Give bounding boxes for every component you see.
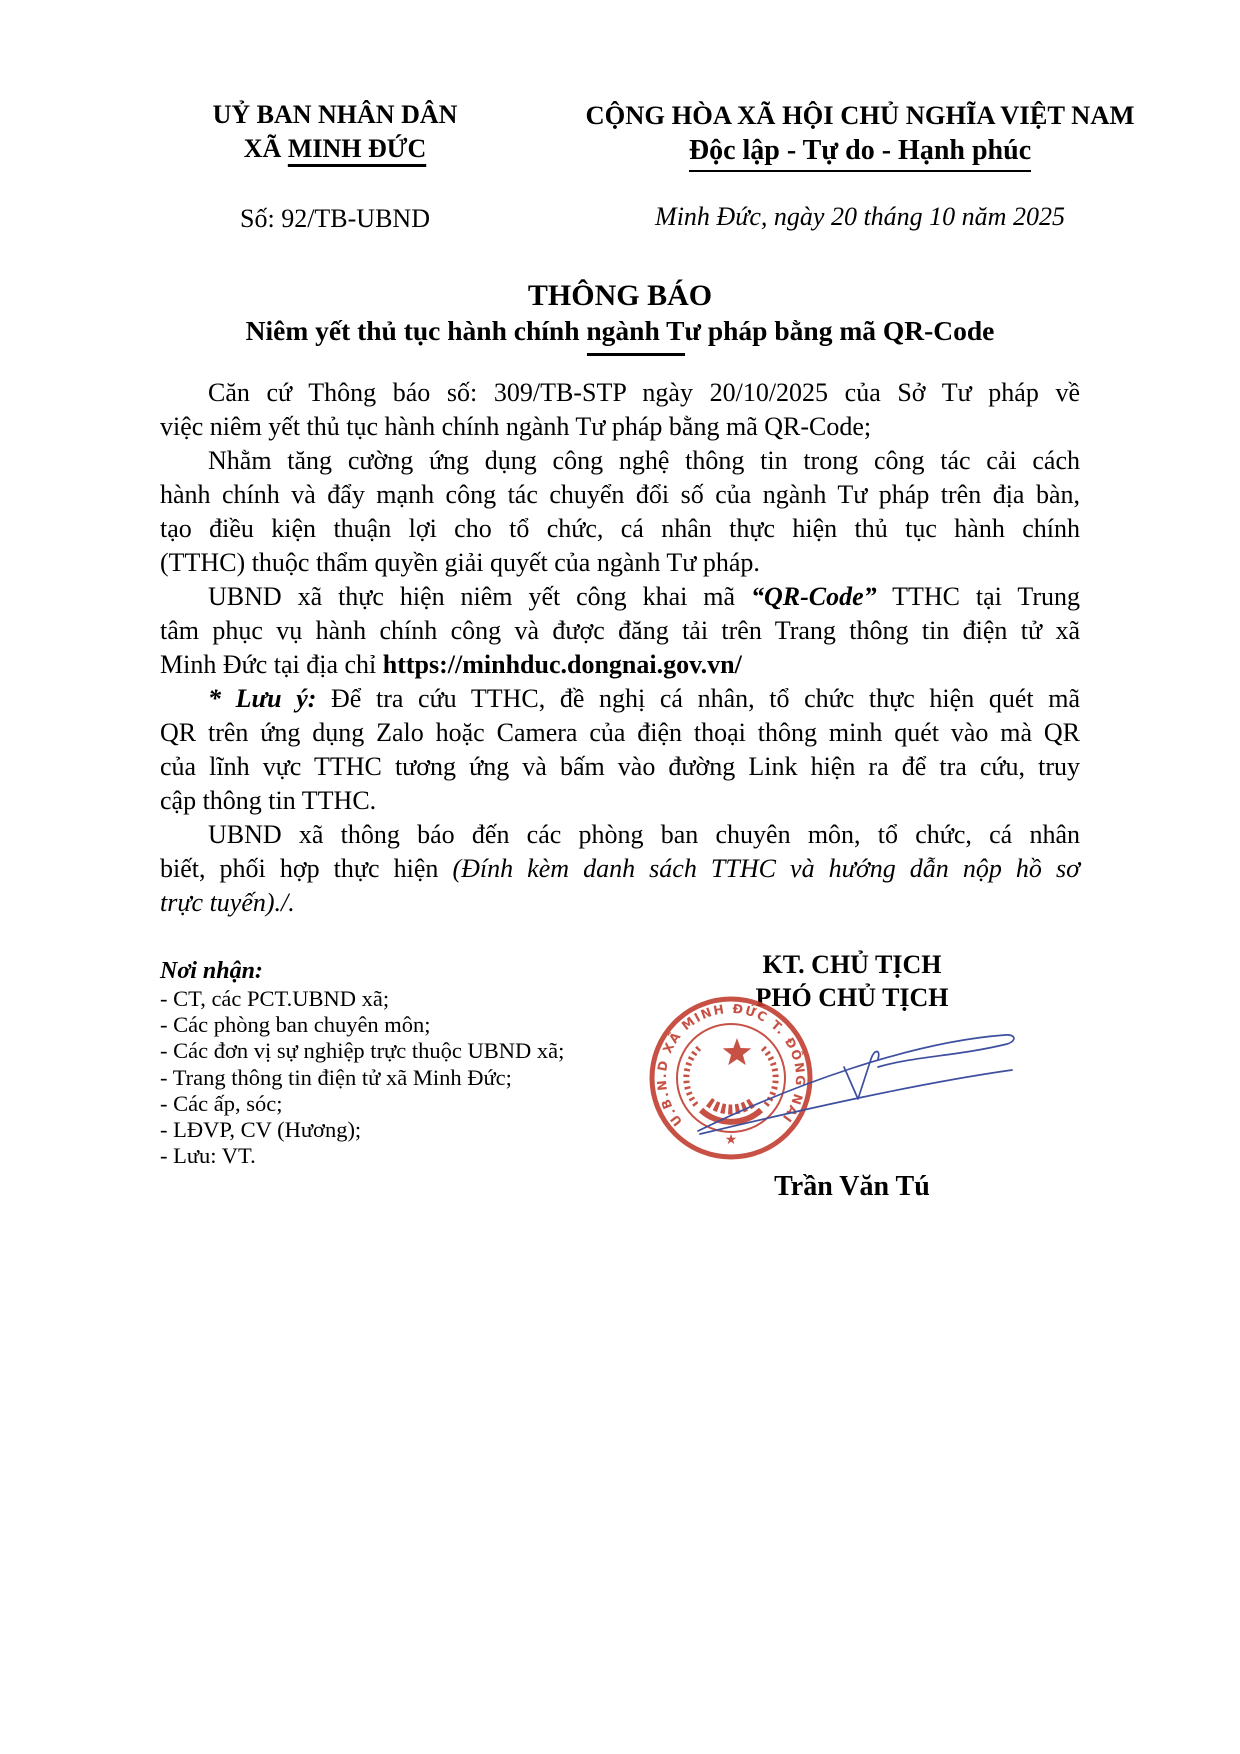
document-number: Số: 92/TB-UBND — [240, 204, 430, 233]
recipient-item: - Các phòng ban chuyên môn; — [160, 1012, 431, 1038]
title-rule — [587, 353, 685, 356]
body-line: * Lưu ý: Để tra cứu TTHC, đề nghị cá nhân, tổ chức thực hiện quét mã — [208, 684, 1080, 713]
signature-block — [624, 948, 1080, 1204]
body-line: trực tuyến)./. — [160, 888, 295, 917]
authority-line2 — [160, 132, 510, 166]
authority-line1: UỶ BAN NHÂN DÂN — [212, 100, 458, 129]
recipient-item: - Trang thông tin điện tử xã Minh Đức; — [160, 1064, 512, 1090]
body-line: UBND xã thông báo đến các phòng ban chuyên môn, tổ chức, cá nhân — [208, 820, 1080, 849]
body-line: tâm phục vụ hành chính công và được đăng tải trên Trang thông tin điện tử xã — [160, 616, 1080, 645]
document-type-title: THÔNG BÁO — [527, 279, 713, 312]
title-block — [160, 278, 1080, 356]
national-motto: Độc lập - Tự do - Hạnh phúc — [570, 136, 1150, 172]
document-body — [160, 376, 1080, 920]
signer-title-line2: PHÓ CHỦ TỊCH — [755, 983, 949, 1012]
recipient-item: - LĐVP, CV (Hương); — [160, 1117, 362, 1143]
body-line: Nhằm tăng cường ứng dụng công nghệ thông tin trong công tác cải cách — [208, 446, 1080, 475]
body-line: biết, phối hợp thực hiện (Đính kèm danh sách TTHC và hướng dẫn nộp hồ sơ — [160, 854, 1080, 883]
body-line: QR trên ứng dụng Zalo hoặc Camera của điện thoại thông minh quét vào mà QR — [160, 718, 1080, 747]
body-line: Căn cứ Thông báo số: 309/TB-STP ngày 20/10/2025 của Sở Tư pháp về — [208, 378, 1080, 407]
body-line: hành chính và đẩy mạnh công tác chuyển đổi số của ngành Tư pháp trên địa bàn, — [160, 480, 1080, 509]
document-subtitle: Niêm yết thủ tục hành chính ngành Tư pháp bằng mã QR-Code — [245, 315, 995, 346]
body-line: Minh Đức tại địa chỉ https://minhduc.dongnai.gov.vn/ — [160, 650, 742, 679]
body-line: cập thông tin TTHC. — [160, 786, 377, 815]
authority-prefix: XÃ — [243, 134, 288, 163]
issuing-authority-block — [160, 98, 510, 234]
body-line: việc niêm yết thủ tục hành chính ngành Tư pháp bằng mã QR-Code; — [160, 412, 872, 441]
paragraph — [160, 376, 1080, 444]
paragraph — [160, 682, 1080, 818]
paragraph — [160, 818, 1080, 920]
recipient-item: - Các đơn vị sự nghiệp trực thuộc UBND xã; — [160, 1038, 565, 1064]
recipient-item: - Lưu: VT. — [160, 1143, 256, 1169]
document-footer — [160, 948, 1080, 1204]
document-header — [160, 98, 1135, 234]
seal-text: U.B.N.D XÃ MINH ĐỨC T. ĐỒNG NAI — [653, 1000, 809, 1130]
recipient-item: - CT, các PCT.UBND xã; — [160, 986, 390, 1011]
body-line: của lĩnh vực TTHC tương ứng và bấm vào đường Link hiện ra để tra cứu, truy — [160, 752, 1080, 781]
authority-name-underlined: MINH ĐỨC — [287, 134, 427, 163]
paragraph — [160, 444, 1080, 580]
recipients-heading: Nơi nhận: — [160, 958, 263, 984]
body-line: UBND xã thực hiện niêm yết công khai mã “QR-Code” TTHC tại Trung — [208, 582, 1080, 611]
recipient-item: - Các ấp, sóc; — [160, 1090, 283, 1116]
national-motto-block — [570, 98, 1150, 234]
signer-title-line1: KT. CHỦ TỊCH — [762, 950, 942, 979]
body-line: (TTHC) thuộc thẩm quyền giải quyết của ngành Tư pháp. — [160, 548, 760, 577]
national-title: CỘNG HÒA XÃ HỘI CHỦ NGHĨA VIỆT NAM — [585, 100, 1135, 130]
seal-bottom-star: ★ — [724, 1132, 738, 1148]
recipients-list — [160, 986, 624, 1169]
place-date-line: Minh Đức, ngày 20 tháng 10 năm 2025 — [655, 202, 1065, 231]
body-line: tạo điều kiện thuận lợi cho tổ chức, cá nhân thực hiện thủ tục hành chính — [160, 514, 1080, 543]
recipients-block — [160, 948, 624, 1169]
signer-name: Trần Văn Tú — [774, 1171, 930, 1202]
paragraph — [160, 580, 1080, 682]
